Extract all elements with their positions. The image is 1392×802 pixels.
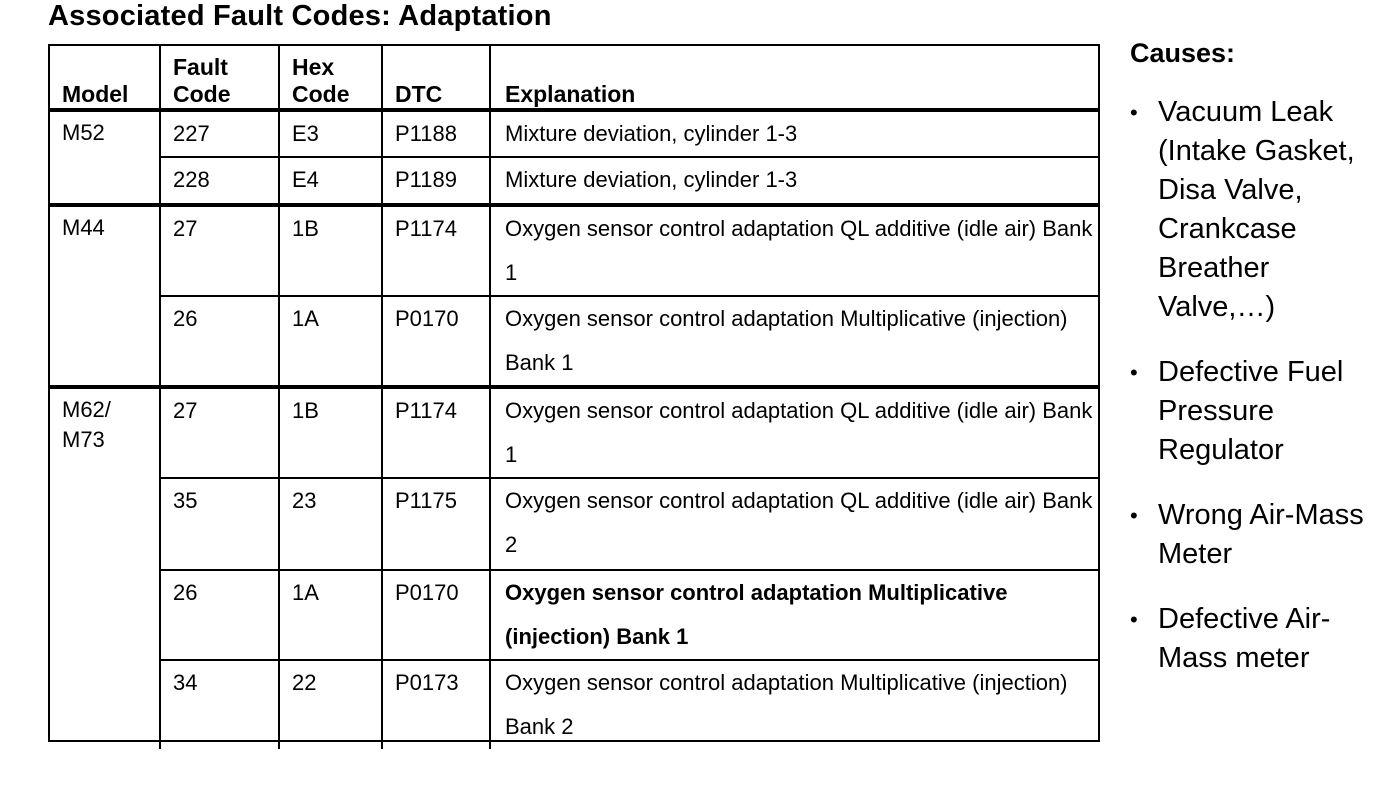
table-header-row [50,46,1098,110]
header-fault-code: Fault Code [160,46,279,110]
bullet-icon: • [1130,100,1138,125]
table-row [50,296,1098,387]
hex-code-cell: 23 [279,478,382,570]
causes-list [1130,93,1390,678]
table-row [50,387,1098,478]
model-cell: M62/ M73 [50,387,160,749]
explanation-cell: Oxygen sensor control adaptation Multiplicative (injection) Bank 2 [490,660,1098,749]
hex-code-cell: E3 [279,110,382,157]
dtc-cell: P1174 [382,205,490,296]
table-row [50,478,1098,570]
explanation-cell: Oxygen sensor control adaptation QL additive (idle air) Bank 1 [490,205,1098,296]
dtc-cell: P1174 [382,387,490,478]
fault-code-cell: 26 [160,296,279,387]
table-row [50,660,1098,749]
list-item [1130,600,1390,678]
causes-title: Causes: [1130,38,1236,68]
header-explanation: Explanation [490,46,1098,110]
dtc-cell: P1189 [382,157,490,205]
explanation-cell: Mixture deviation, cylinder 1-3 [490,157,1098,205]
hex-code-cell: 1A [279,570,382,660]
dtc-cell: P1188 [382,110,490,157]
header-dtc: DTC [382,46,490,110]
bullet-icon: • [1130,360,1138,385]
dtc-cell: P1175 [382,478,490,570]
fault-code-cell: 27 [160,387,279,478]
page-title: Associated Fault Codes: Adaptation [48,0,552,32]
explanation-cell: Mixture deviation, cylinder 1-3 [490,110,1098,157]
explanation-cell: Oxygen sensor control adaptation Multiplicative (injection) Bank 1 [490,296,1098,387]
causes-panel [1130,38,1390,704]
model-cell: M52 [50,110,160,205]
fault-code-cell: 26 [160,570,279,660]
table-row [50,110,1098,157]
fault-code-cell: 34 [160,660,279,749]
list-item [1130,353,1390,470]
table-row [50,205,1098,296]
model-cell: M44 [50,205,160,387]
fault-code-cell: 27 [160,205,279,296]
hex-code-cell: 22 [279,660,382,749]
hex-code-cell: 1A [279,296,382,387]
explanation-cell: Oxygen sensor control adaptation QL additive (idle air) Bank 1 [490,387,1098,478]
fault-code-cell: 228 [160,157,279,205]
explanation-cell: Oxygen sensor control adaptation QL additive (idle air) Bank 2 [490,478,1098,570]
fault-code-table-grid [50,46,1098,749]
fault-code-table [48,44,1100,742]
dtc-cell: P0170 [382,296,490,387]
header-hex-code: Hex Code [279,46,382,110]
dtc-cell: P0173 [382,660,490,749]
hex-code-cell: 1B [279,205,382,296]
list-item [1130,93,1390,327]
hex-code-cell: 1B [279,387,382,478]
fault-code-cell: 227 [160,110,279,157]
bullet-icon: • [1130,607,1138,632]
table-row [50,570,1098,660]
list-item [1130,496,1390,574]
bullet-icon: • [1130,503,1138,528]
header-model: Model [50,46,160,110]
hex-code-cell: E4 [279,157,382,205]
explanation-cell: Oxygen sensor control adaptation Multiplicative (injection) Bank 1 [490,570,1098,660]
cause-text: Defective Air-Mass meter [1158,603,1331,674]
cause-text: Wrong Air-Mass Meter [1158,499,1364,570]
fault-code-cell: 35 [160,478,279,570]
table-row [50,157,1098,205]
cause-text: Defective Fuel Pressure Regulator [1158,356,1344,466]
dtc-cell: P0170 [382,570,490,660]
cause-text: Vacuum Leak (Intake Gasket, Disa Valve, Crankcase Breather Valve,…) [1158,96,1355,323]
